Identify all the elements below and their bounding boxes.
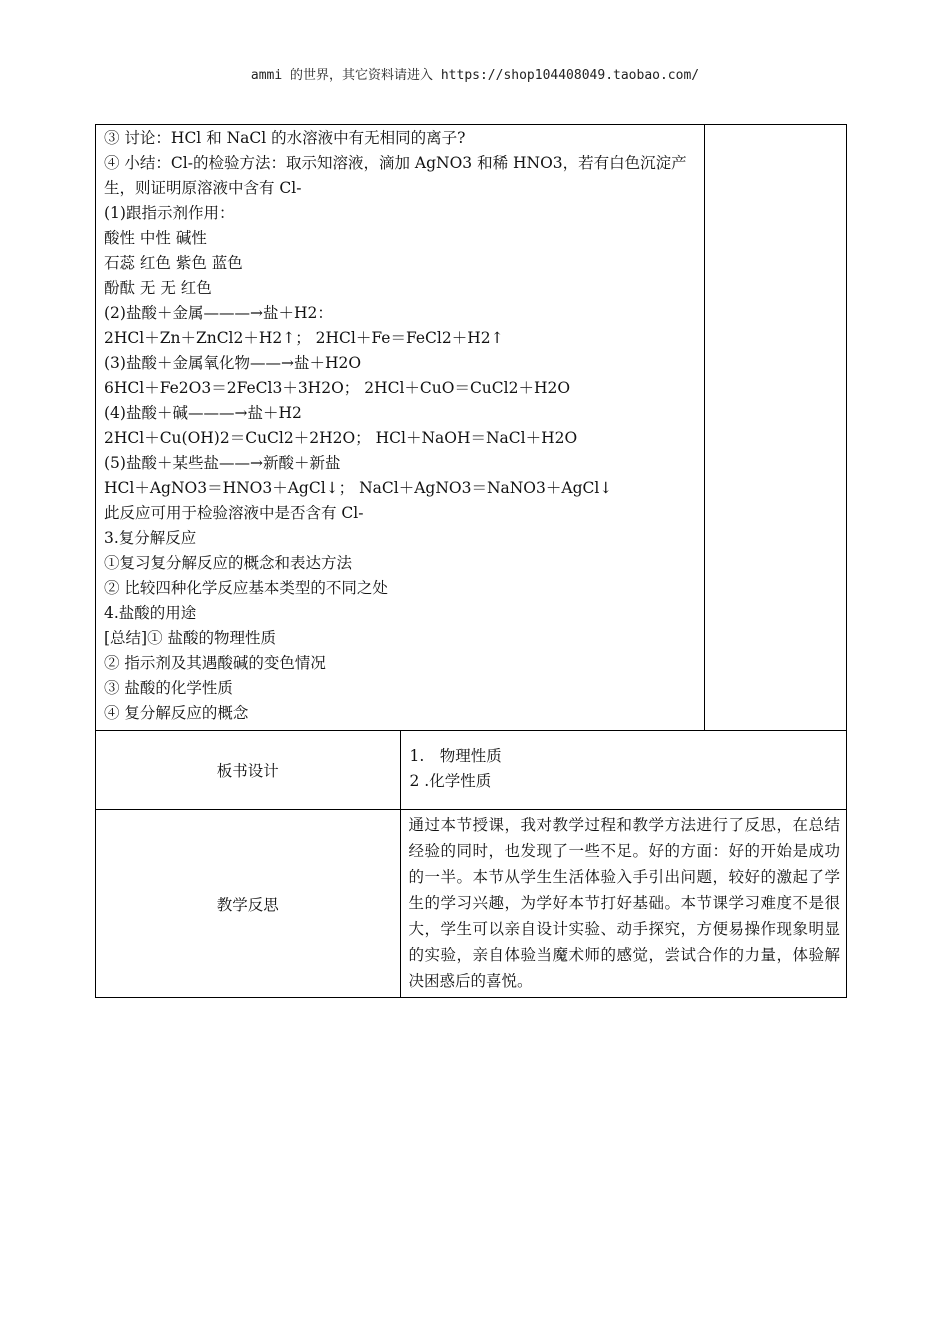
board-cell xyxy=(400,731,847,810)
content-line: 3.复分解反应 xyxy=(104,529,197,547)
reflection-cell xyxy=(400,810,847,998)
content-line: 此反应可用于检验溶液中是否含有 Cl- xyxy=(104,504,364,522)
content-line: (3)盐酸＋金属氧化物——→盐＋H2O xyxy=(104,354,362,372)
content-line: ①复习复分解反应的概念和表达方法 xyxy=(104,554,353,572)
content-line: 2HCl＋Cu(OH)2＝CuCl2＋2H2O； HCl＋NaOH＝NaCl＋H2O xyxy=(104,429,578,447)
content-line: ④ 复分解反应的概念 xyxy=(104,704,249,722)
page-header: ammi 的世界，其它资料请进入 https://shop104408049.taobao.com/ xyxy=(250,68,700,83)
content-line: (2)盐酸＋金属———→盐＋H2： xyxy=(104,304,333,322)
content-line: 酚酞 无 无 红色 xyxy=(104,279,212,297)
content-line: (4)盐酸＋碱———→盐＋H2 xyxy=(104,404,302,422)
content-line: (5)盐酸＋某些盐——→新酸＋新盐 xyxy=(104,454,341,472)
reflection-label: 教学反思 xyxy=(96,810,401,998)
content-line: (1)跟指示剂作用： xyxy=(104,204,235,222)
reflection-text: 通过本节授课，我对教学过程和教学方法进行了反思，在总结经验的同时，也发现了一些不足。好的方面：好的开始是成功的一半。本节从学生生活体验入手引出问题，较好的激起了学生的学习兴趣，为学好本节打好基础。本节课学习难度不是很大，学生可以亲自设计实验、动手探究，方便易操作现象明显的实验，亲自体验当魔术师的感觉，尝试合作的力量，体验解决困惑后的喜悦。 xyxy=(408,816,840,990)
lesson-table xyxy=(95,124,847,998)
side-note-cell xyxy=(705,125,847,731)
board-item: 2 .化学性质 xyxy=(409,772,492,790)
content-line: ③ 讨论：HCl 和 NaCl 的水溶液中有无相同的离子? xyxy=(104,129,466,147)
content-line: 石蕊 红色 紫色 蓝色 xyxy=(104,254,243,272)
content-row xyxy=(96,125,847,731)
reflection-row xyxy=(96,810,847,998)
content-line: ④ 小结：Cl-的检验方法：取示知溶液，滴加 AgNO3 和稀 HNO3，若有白色沉淀产生，则证明原溶液中含有 Cl- xyxy=(104,154,687,197)
content-line: 2HCl＋Zn＋ZnCl2＋H2↑； 2HCl＋Fe＝FeCl2＋H2↑ xyxy=(104,329,504,347)
content-cell xyxy=(96,125,705,731)
content-line: ③ 盐酸的化学性质 xyxy=(104,679,233,697)
content-line: ② 指示剂及其遇酸碱的变色情况 xyxy=(104,654,326,672)
content-line: ② 比较四种化学反应基本类型的不同之处 xyxy=(104,579,388,597)
board-label: 板书设计 xyxy=(96,731,401,810)
content-line: 酸性 中性 碱性 xyxy=(104,229,207,247)
board-item: 1. 物理性质 xyxy=(409,747,502,765)
content-line: HCl＋AgNO3＝HNO3＋AgCl↓； NaCl＋AgNO3＝NaNO3＋AgCl↓ xyxy=(104,479,613,497)
content-line: [总结]① 盐酸的物理性质 xyxy=(104,629,277,647)
content-line: 6HCl＋Fe2O3＝2FeCl3＋3H2O； 2HCl＋CuO＝CuCl2＋H2O xyxy=(104,379,571,397)
board-row xyxy=(96,731,847,810)
content-line: 4.盐酸的用途 xyxy=(104,604,197,622)
